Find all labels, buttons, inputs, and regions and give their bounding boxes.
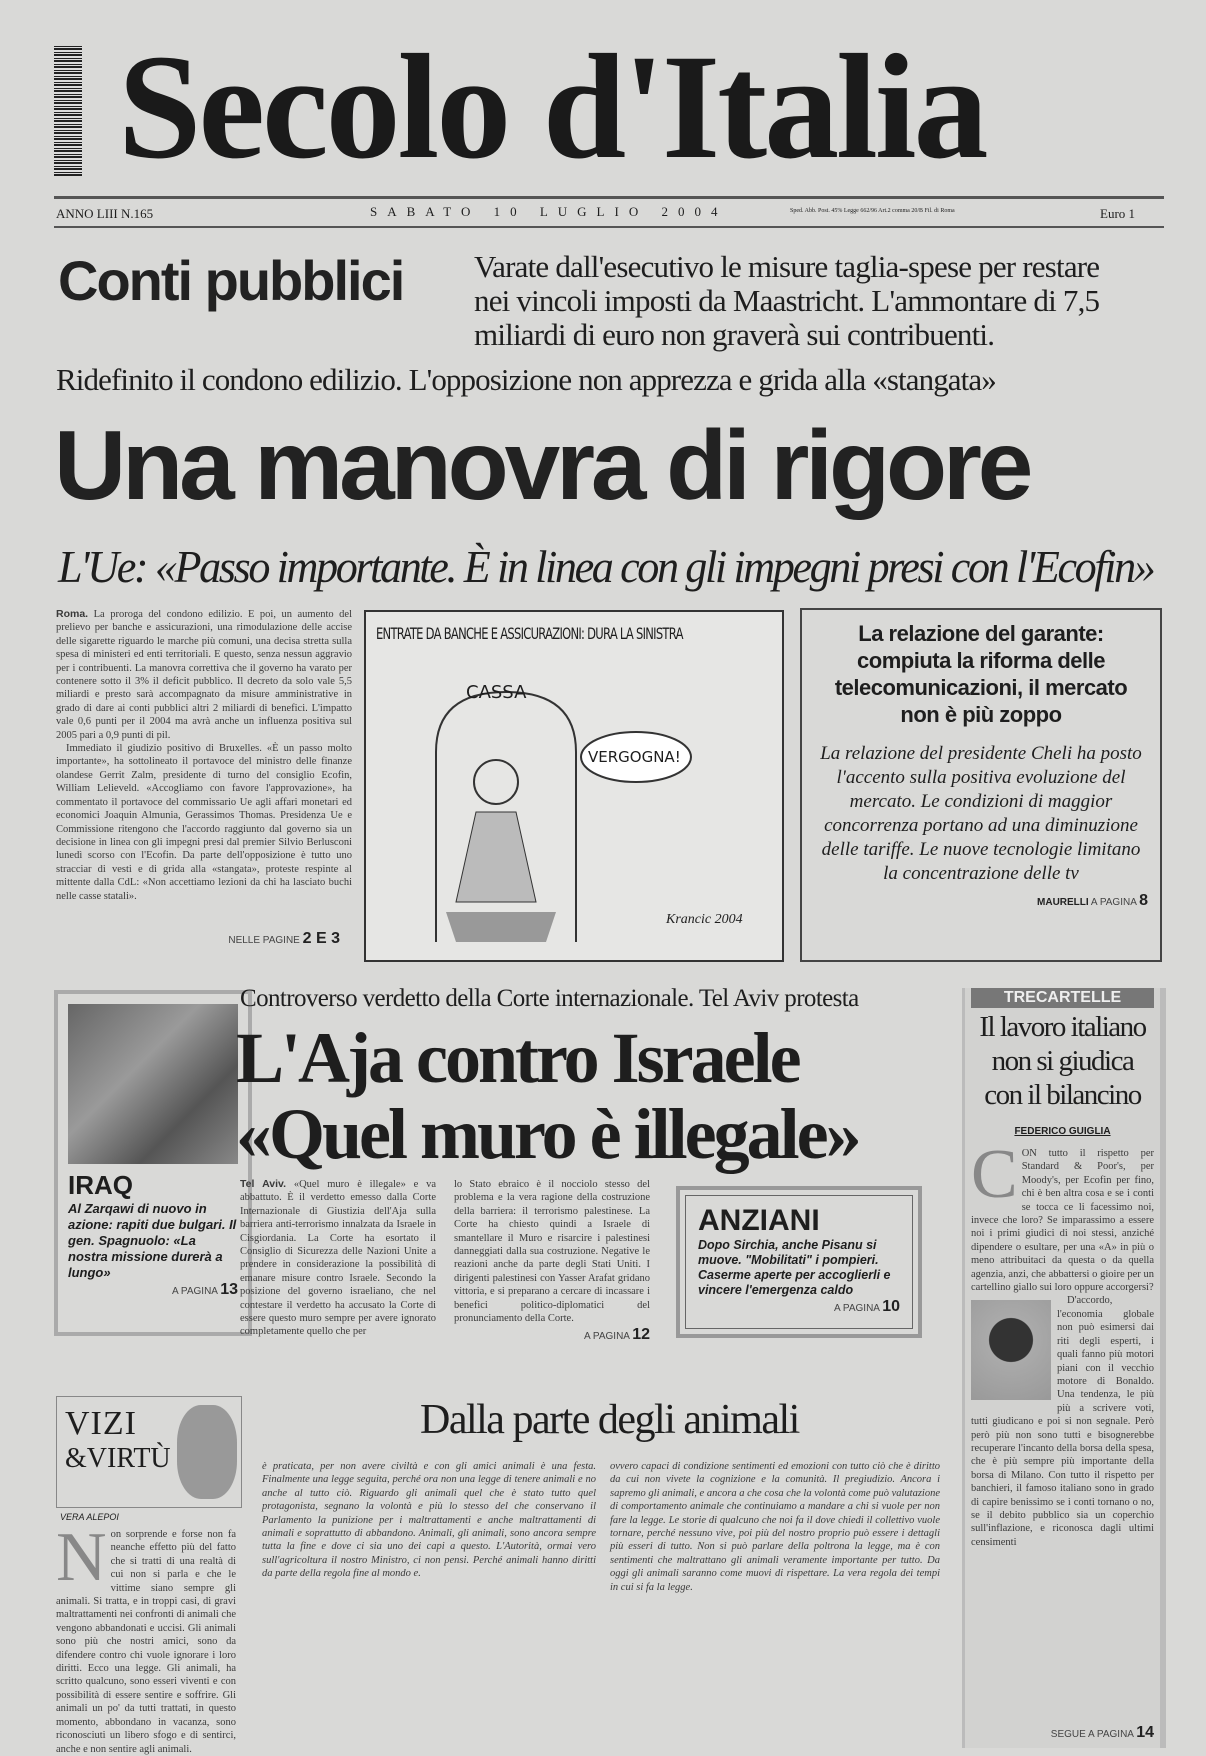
cartoon [364, 610, 784, 962]
lead-deck: Varate dall'esecutivo le misure taglia-spese per restare nei vincoli imposti da Maastricht. L'ammontare di 7,5 miliardi di euro non graverà sui contribuenti. [474, 249, 1100, 352]
iraq-title: IRAQ [68, 1170, 133, 1200]
masthead-title: Secolo d'Italia [118, 24, 986, 190]
trecartelle-body: CON tutto il rispetto per Standard & Poor's, per Moody's, per Ecofin per fino, chi è ben altra cosa e se i conti se tocca ce li facessimo noi, invece che loro? Se imparassimo a essere noi i primi giudici di noi stessi, anziché dipendere o esultare, per una «A» in più o meno attribuitaci da questa o da quella agenzia, anzi, che abbattersi o gioire per un cartellino giallo sui loro oppure accorgersi? D'accordo, l'economia globale non può esimersi dai riti degli esperti, i quali fanno più motori piani con il vecchio motore di Bonaldo. Una tendenza, le più più a scrivere voti, tutti giudicano e poi si non segnale. Però però più non sono tutti e bisognerebbe recuperare l'incanto della borsa della spesa, che è più sempre più importante della borsa di Milano. Con tutto il rispetto per banchieri, il famoso italiano sono in grado di capire benissimo se i conti tornano o no, se il debito pubblico sia un coperchio sull'inflazione, e riconosca dagli ultimi censimenti [971, 1136, 1154, 1548]
aja-col-2: lo Stato ebraico è il nocciolo stesso del problema e la vera ragione della costruzione della barriera: il terrorismo palestinese. La Corte ha chiesto quindi a Israele di smantellare il Muro e risarcire i palestinesi danneggiati dalla sua costruzione. Negative le reazioni anche da parte degli Stati Uniti. I dirigenti palestinesi con Yasser Arafat gridano vittoria, e si preparano a cercare di incassare i benefici politico-diplomatici del pronunciamento della Corte. [454, 1179, 650, 1325]
vizi-author: VERA ALEPOI [60, 1512, 119, 1522]
page-ref[interactable]: A PAGINA 12 [584, 1326, 650, 1343]
anziani-box [676, 1186, 922, 1338]
virtu-title: &VIRTÙ [65, 1443, 171, 1474]
lead-kicker: Conti pubblici [58, 249, 404, 312]
author-photo [971, 1300, 1051, 1400]
lead-headline: Una manovra di rigore [54, 410, 1030, 520]
cartoon-drawing [396, 672, 766, 952]
page-ref[interactable]: A PAGINA 10 [834, 1298, 900, 1315]
vizi-header [56, 1396, 242, 1508]
author-photo [177, 1405, 237, 1499]
garante-box [800, 608, 1162, 962]
lead-subhead: L'Ue: «Passo importante. È in linea con gli impegni presi con l'Ecofin» [58, 541, 1154, 592]
issue-date: SABATO 10 LUGLIO 2004 [370, 204, 728, 219]
page-ref[interactable]: A PAGINA 13 [172, 1281, 238, 1298]
cartoon-bubble: VERGOGNA! [588, 748, 681, 766]
page-ref[interactable]: NELLE PAGINE 2 E 3 [228, 930, 340, 947]
trecartelle-label: TRECARTELLE [971, 988, 1154, 1008]
postal-info: Sped. Abb. Post. 45% Legge 662/96 Art.2 comma 20/B Fil. di Roma [790, 208, 955, 214]
cartoon-sign: CASSA [466, 682, 527, 703]
aja-headline-1: L'Aja contro Israele [236, 1018, 799, 1098]
garante-body: La relazione del presidente Cheli ha posto l'accento sulla positiva evoluzione del mercato. Le condizioni di maggior concorrenza portano ad una diminuzione delle tariffe. Le nuove tecnologie limitano la concentrazione delle tv [820, 743, 1142, 884]
page-ref[interactable]: MAURELLI A PAGINA 8 [1037, 892, 1148, 909]
aja-kicker: Controverso verdetto della Corte internazionale. Tel Aviv protesta [240, 985, 859, 1012]
dropcap: N [56, 1519, 107, 1596]
animals-col-1: è praticata, per non avere civiltà e con gli amici animali è una festa. Finalmente una legge seguita, perché ora non una legge di tenere animali e no anche al tutto ciò. Riguardo gli animali quel che è stato tutto quel protagonista, segnano la volontà e più lo stesso del che conservano il Parlamento la punizione per i maltrattamenti e anche maltrattamenti di animali e soprattutto di abbandono. Animali, gli animali, sono ancora sempre tutta la fine e dove ci sia uno dei capi a questo. L'Autorità, ormai vero sull'agricoltura il nostro Ministro, ci non pensi. Perché animali hanno diritti da parte della regola fine al mondo e. [262, 1461, 596, 1580]
animals-col-2: ovvero capaci di condizione sentimenti ed emozioni con tutto ciò che è diritto da cui non vivete la cognizione e la comunità. Il pregiudizio. Ancora i sapremo gli animali, e ancora a che cosa che la volontà come può valutazione di comportamento animale che continuiamo a mandare a chi si vuole per non fare la legge. Le storie di qualcuno che noi fa il dove chiedi il collettivo vuole tornare, perché nessuno vive, poi più del nostro proprio può essere i dettagli più esseri di tutto. Non si può parlare della poltrona la legge, ma è con sentimenti che maltrattano gli animali veramente importante per tutto. Da oggi gli animali saranno come muovi di rispettare. La vera regola dei tempi in cui si fa la legge. [610, 1461, 940, 1593]
page-ref[interactable]: SEGUE A PAGINA 14 [1050, 1724, 1154, 1741]
anziani-body: Dopo Sirchia, anche Pisanu si muove. "Mobilitati" i pompieri. Caserme aperte per accoglierli e vincere l'emergenza caldo [698, 1238, 891, 1297]
trecartelle-author: FEDERICO GUIGLIA [1014, 1126, 1111, 1137]
trecartelle-headline: Il lavoro italiano non si giudica con il bilancino [979, 1011, 1146, 1111]
animals-headline: Dalla parte degli animali [420, 1397, 799, 1443]
article-text: Immediato il giudizio positivo di Bruxelles. «È un passo molto importante», ha sottolineato il portavoce del ministro delle finanze olandese Gerrit Zalm, presidente di turno del consiglio Ecofin, William Lelieveld. «Accogliamo con favore l'approvazione», ha commentato il portavoce del commissario Ue agli affari monetari ed economici Joaquin Almunia, Gerassimos Thomas. Presidenza Ue e Commissione ritengono che l'accordo raggiunto dal governo sia un decisione in linea con gli impegni presi dal premier Silvio Berlusconi lunedì scorso con l'Ecofin. Da parte dell'opposizione è tutto uno stracciar di vesti e di grida alla «stangata», proteste respinte al mittente dalla CdL: «Non accettiamo lezioni da chi ha lasciato buchi nelle casse statali». [56, 743, 352, 902]
garante-headline: La relazione del garante: compiuta la riforma delle telecomunicazioni, il mercato non è più zoppo [834, 621, 1128, 727]
aja-headline-2: «Quel muro è illegale» [236, 1094, 859, 1174]
date-rule [54, 226, 1164, 228]
masthead-rule [54, 196, 1164, 199]
aja-headline [236, 1020, 859, 1172]
barcode [54, 46, 82, 176]
lead-deck-2: Ridefinito il condono edilizio. L'opposizione non apprezza e grida alla «stangata» [56, 362, 996, 397]
cartoon-signature: Krancic 2004 [666, 912, 743, 927]
lead-article [56, 608, 352, 903]
cartoon-caption: ENTRATE DA BANCHE E ASSICURAZIONI: DURA LA SINISTRA [376, 624, 683, 643]
dateline: Roma. [56, 608, 89, 620]
anziani-title: ANZIANI [698, 1204, 820, 1237]
article-text: La proroga del condono edilizio. E poi, un aumento del prelievo per banche e assicurazioni, una rimodulazione delle accise delle sigarette riguardo le marche più comuni, una decisa stretta sulla spesa di ministeri ed enti territoriali. E questo, senza nessun aggravio per i contribuenti. La manovra correttiva che il governo ha varato per contenere sotto il 3% il deficit pubblico. Il decreto da solo vale 5,5 miliardi e presto sarà accompagnato da misure amministrative in grado di dare ai conti pubblici altri 2 miliardi di benefici. L'impatto vale 0,6 punti per il 2004 ma avrà anche un influenza positiva sul 2005 pari a 0,9 punti di pil. [56, 609, 352, 741]
vizi-title: VIZI [65, 1405, 137, 1442]
iraq-body: Al Zarqawi di nuovo in azione: rapiti due bulgari. Il gen. Spagnuolo: «La nostra missione durerà a lungo» [68, 1201, 237, 1280]
price: Euro 1 [1100, 206, 1136, 221]
issue-number: ANNO LIII N.165 [56, 206, 154, 221]
aja-col-1: Tel Aviv. «Quel muro è illegale» e va abbattuto. È il verdetto emesso dalla Corte Internazionale di Giustizia dell'Aja sulla barriera anti-terrorismo innalzata da Israele in Cisgiordania. La Corte ha esortato il Consiglio di Sicurezza delle Nazioni Unite a prendere in considerazione la possibilità di emanare misure contro Israele. Secondo la posizione del governo israeliano, che nel contestare il verdetto ha accusato la Corte di essere questo muro sempre per avere ignorato completamente quello che per [240, 1178, 436, 1338]
trecartelle-column [962, 988, 1166, 1748]
iraq-photo [68, 1004, 238, 1164]
vizi-body: Non sorprende e forse non fa neanche effetto più del fatto che si tratti di una realtà di cui non si parla e che le vittime siano sempre gli animali. Si tratta, e in troppi casi, di gravi maltrattamenti nei confronti di animali che vengono abbandonati e uccisi. Gli animali sono più che nostri amici, sono da difendere contro chi vuole ignorare i loro diritti. Ecco una legge. Gli animali, ha scritto qualcuno, sono esseri viventi e con possibilità di essere sentire e soffrire. Gli animali un po' da tutti trattati, in questo momento, abbondano in vacanza, sono riconosciuti un libero sfogo e di sentirci, anche e non sentire agli animali. [56, 1519, 236, 1755]
dropcap: C [971, 1136, 1018, 1213]
iraq-box [54, 990, 252, 1336]
